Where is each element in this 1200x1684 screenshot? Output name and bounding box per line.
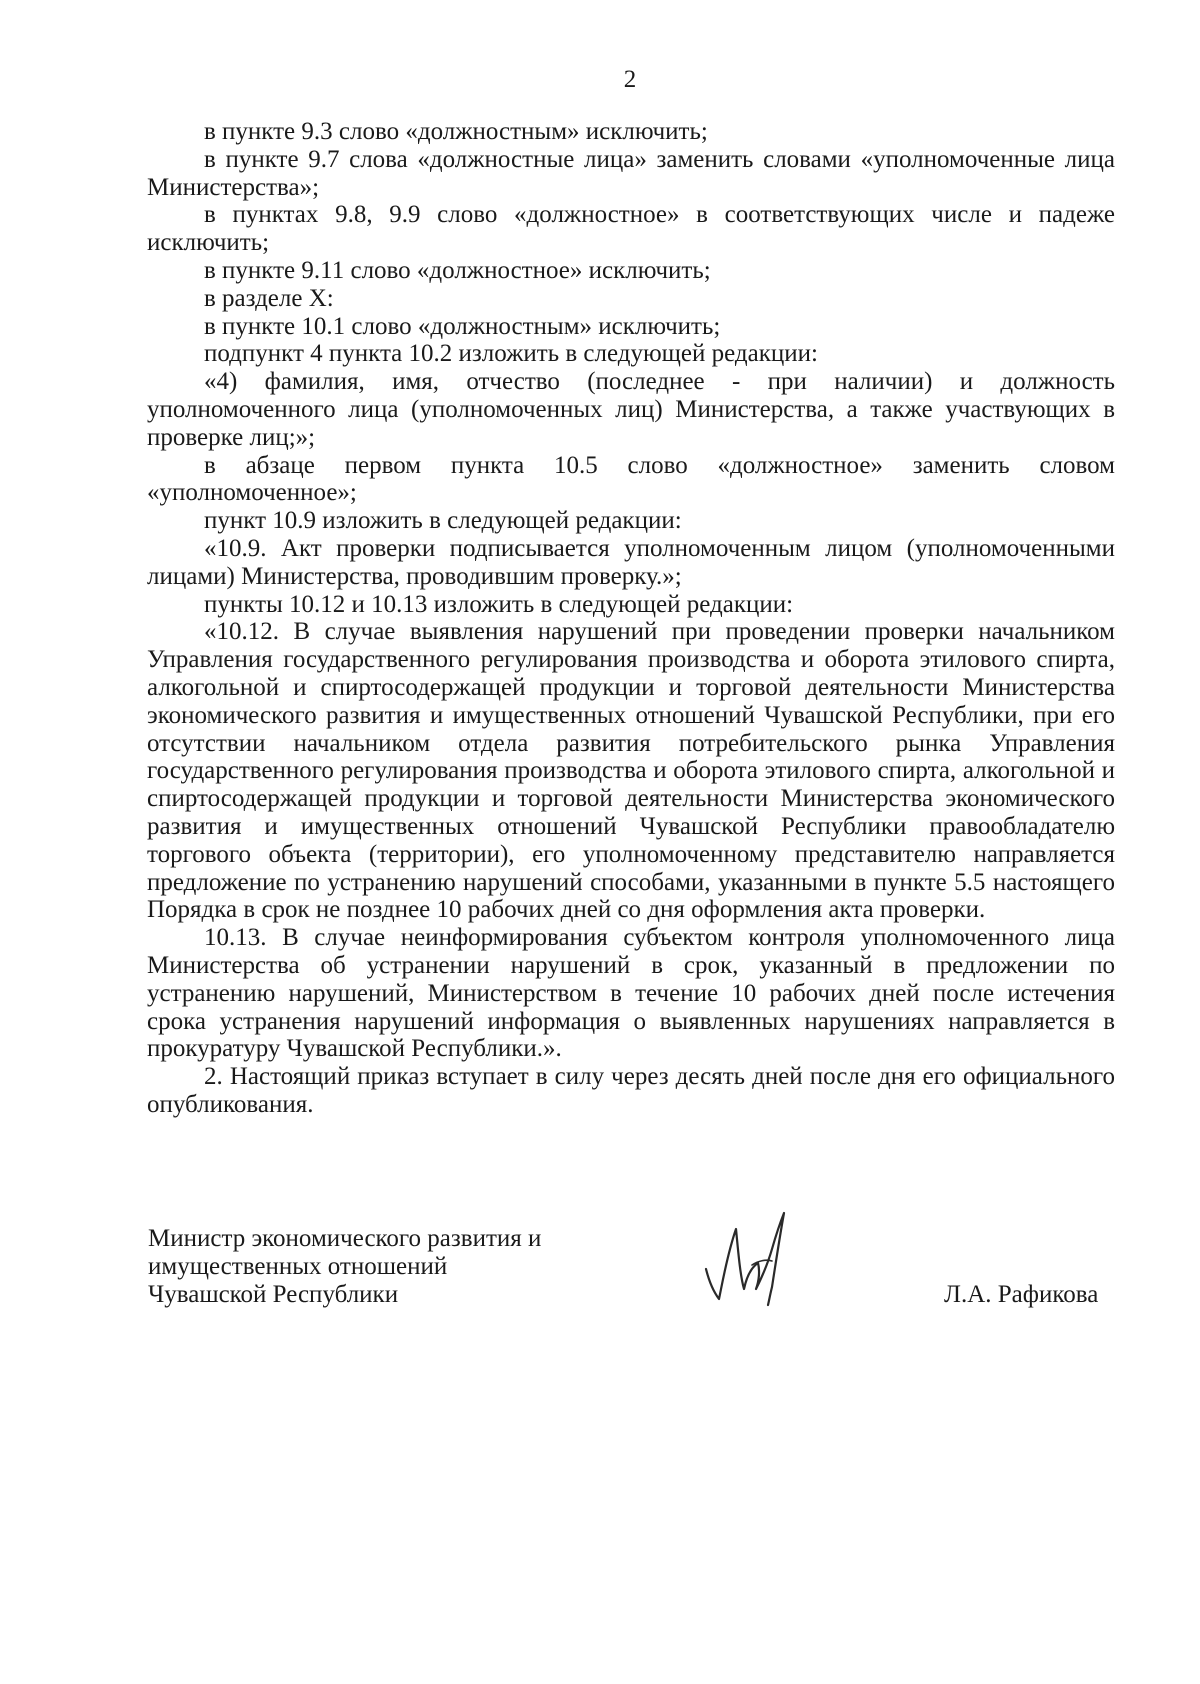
paragraph: подпункт 4 пункта 10.2 изложить в следующей редакции: [204,340,818,368]
paragraph: в пункте 9.3 слово «должностным» исключить; [204,118,708,145]
paragraph: в пункте 10.1 слово «должностным» исключить; [204,312,721,340]
signatory-name: Л.А. Рафикова [944,1281,1099,1308]
paragraph: в пункте 9.11 слово «должностное» исключить; [204,256,711,284]
signatory-title-line: Министр экономического развития и [148,1225,542,1252]
handwritten-signature [700,1205,810,1315]
paragraph: «4) фамилия, имя, отчество (последнее - при наличии) и должность уполномоченного лица (уполномоченных лиц) Министерства, а также участвующих в проверке лиц;»; [147,368,1115,451]
paragraph: в пункте 9.7 слова «должностные лица» заменить словами «уполномоченные лица Министерства»; [147,145,1115,201]
signatory-title-line: Чувашской Республики [148,1281,399,1308]
paragraph: в пунктах 9.8, 9.9 слово «должностное» в соответствующих числе и падеже исключить; [147,201,1115,257]
paragraph: «10.12. В случае выявления нарушений при проведении проверки начальником Управления государственного регулирования производства и оборота этилового спирта, алкогольной и спиртосодержащей продукции и торговой деятельности Министерства экономического развития и имущественных отношений Чувашской Республики, при его отсутствии начальником отдела развития потребительского рынка Управления государственного регулирования производства и оборота этилового спирта, алкогольной и спиртосодержащей продукции и торговой деятельности Министерства экономического развития и имущественных отношений Чувашской Республики правообладателю торгового объекта (территории), его уполномоченному представителю направляется предложение по устранению нарушений способами, указанными в пункте 5.5 настоящего Порядка в срок не позднее 10 рабочих дней со дня оформления акта проверки. [147,618,1115,924]
paragraph: 10.13. В случае неинформирования субъектом контроля уполномоченного лица Министерства об устранении нарушений в срок, указанный в предложении по устранению нарушений, Министерством в течение 10 рабочих дней после истечения срока устранения нарушений информация о выявленных нарушениях направляется в прокуратуру Чувашской Республики.». [147,924,1115,1063]
paragraph: в разделе X: [204,284,334,312]
paragraph: пункты 10.12 и 10.13 изложить в следующей редакции: [204,590,794,618]
paragraph: пункт 10.9 изложить в следующей редакции: [204,507,682,535]
paragraph: «10.9. Акт проверки подписывается уполномоченным лицом (уполномоченными лицами) Министерства, проводившим проверку.»; [147,534,1115,590]
page-number: 2 [623,66,637,93]
paragraph: 2. Настоящий приказ вступает в силу через десять дней после дня его официального опубликования. [147,1063,1115,1118]
signatory-title-line: имущественных отношений [148,1253,448,1280]
paragraph: в абзаце первом пункта 10.5 слово «должностное» заменить словом «уполномоченное»; [147,451,1115,507]
signatory-title [148,1225,608,1309]
document-body [147,118,1115,1119]
